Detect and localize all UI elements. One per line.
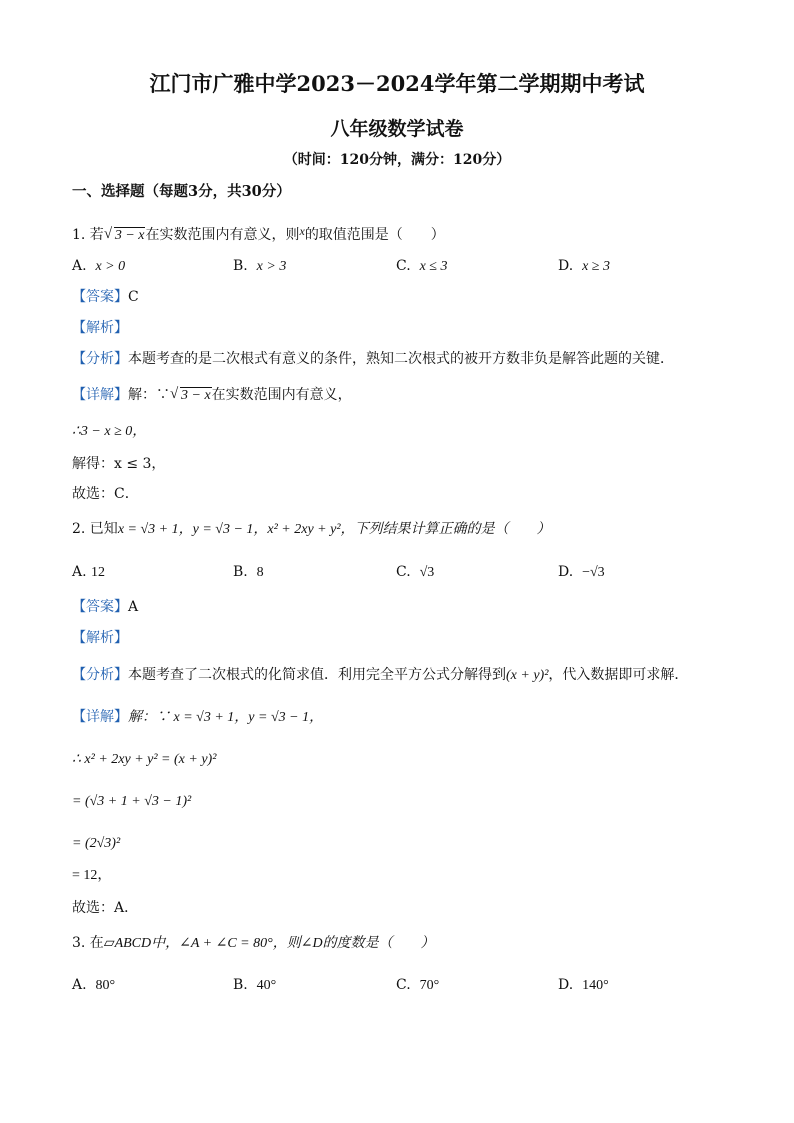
question-3-option-b: B. 40° [233,977,277,993]
question-1-answer: 【答案】C [72,289,139,305]
exam-title: 江门市广雅中学2023－2024学年第二学期期中考试 [149,71,645,96]
question-2-option-d: D. −√3 [558,564,605,580]
question-1-number: 1. 若 [72,227,104,243]
question-2-option-a: A. 12 [72,564,106,580]
question-1-conclusion: 故选：C． [72,486,139,502]
question-2-analysis-label: 【解析】 [72,630,128,646]
question-2-step-3: = (2√3)² [72,836,121,851]
question-1-detail: 【详解】解：∵√ 3 − x在实数范围内有意义， [72,385,352,406]
question-2-step-2: = (√3 + 1 + √3 − 1)² [72,794,192,809]
question-2-fenxi: 【分析】本题考查了二次根式的化简求值．利用完全平方公式分解得到(x + y)²，代入数据即可求解． [72,667,689,683]
question-2-option-b: B. 8 [233,564,264,580]
question-1-option-a: A. x > 0 [72,258,126,274]
question-3-option-c: C. 70° [396,977,440,993]
question-3-stem: 3. 在▱ABCD中，∠A + ∠C = 80°，则∠D的度数是（ ） [72,935,435,951]
question-2-step-1: ∴ x² + 2xy + y² = (x + y)² [72,752,217,767]
question-1-fenxi: 【分析】本题考查的是二次根式有意义的条件，熟知二次根式的被开方数非负是解答此题的关键． [72,351,674,367]
question-1-var: x [299,224,305,238]
question-2-conclusion: 故选：A． [72,900,139,916]
question-1-option-d: D. x ≥ 3 [558,258,610,274]
question-3-option-a: A. 80° [72,977,116,993]
section-title: 一、选择题（每题3分，共30分） [72,183,291,200]
exam-info: （时间：120分钟，满分：120分） [283,152,511,168]
exam-subtitle: 八年级数学试卷 [330,118,464,140]
question-1-radical: √ 3 − x [105,226,146,246]
question-2-answer: 【答案】A [72,599,139,615]
question-1-option-b: B. x > 3 [233,258,287,274]
question-1-step-1: ∴3 − x ≥ 0， [72,424,147,439]
question-2-detail: 【详解】解：∵ x = √3 + 1，y = √3 − 1， [72,709,324,725]
question-2-step-4: = 12， [72,868,112,883]
question-1-analysis-label: 【解析】 [72,320,128,336]
question-2-stem: 2. 已知x = √3 + 1，y = √3 − 1，x² + 2xy + y²，下列结果计算正确的是（ ） [72,521,551,537]
question-1-step-2: 解得：x ≤ 3， [72,456,166,472]
question-1-stem-mid: 在实数范围内有意义，则 [145,227,300,243]
question-1-option-c: C. x ≤ 3 [396,258,448,274]
question-3-option-d: D. 140° [558,977,609,993]
question-1-stem-end: 的取值范围是（ ） [304,227,445,243]
question-2-option-c: C. √3 [396,564,435,580]
question-1-stem [72,221,445,246]
